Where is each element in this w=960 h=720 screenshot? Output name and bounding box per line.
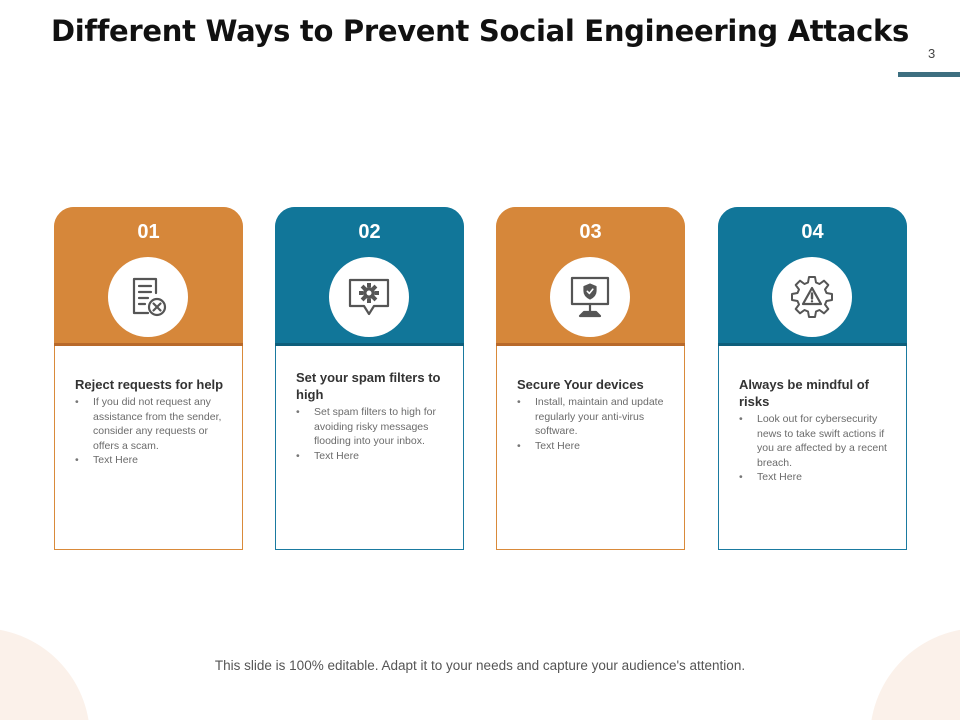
icon-badge [108,257,188,337]
bullet-item: • Set spam filters to high for avoiding risky messages flooding into your inbox. [296,405,456,449]
card-header [718,207,907,346]
card-header [54,207,243,346]
card-04 [718,207,907,550]
card-number: 04 [801,221,824,243]
secure-monitor-icon [566,273,614,321]
bullet-list [517,395,677,453]
card-body [75,376,235,468]
document-reject-icon [124,273,172,321]
icon-badge [550,257,630,337]
bullet-list [296,405,456,463]
card-header [496,207,685,346]
card-number: 03 [579,221,602,243]
decorative-circle-left [0,628,90,720]
bullet-item: • Look out for cybersecurity news to take swift actions if you are affected by a recent breach. [739,412,899,470]
decorative-circle-right [870,628,960,720]
card-body [296,369,456,463]
icon-badge [329,257,409,337]
gear-chat-icon [345,273,393,321]
card-title: Always be mindful of risks [739,377,870,409]
card-number: 02 [358,221,381,243]
icon-badge [772,257,852,337]
bullet-item: • Text Here [517,439,677,454]
bullet-item: • Install, maintain and update regularly your anti-virus software. [517,395,677,439]
card-02 [275,207,464,550]
gear-warning-icon [788,273,836,321]
card-03 [496,207,685,550]
card-title: Set your spam filters to high [296,370,441,402]
bullet-list [739,412,899,485]
page-number: 3 [928,46,936,61]
slide-title: Different Ways to Prevent Social Engineering Attacks [51,14,909,48]
card-header [275,207,464,346]
bullet-item: • Text Here [296,449,456,464]
card-title: Secure Your devices [517,377,644,392]
card-number: 01 [137,221,160,243]
bullet-item: • If you did not request any assistance from the sender, consider any requests or offers a scam. [75,395,235,453]
bullet-list [75,395,235,468]
card-body [517,376,677,453]
accent-bar [898,72,960,77]
card-01 [54,207,243,550]
bullet-item: • Text Here [75,453,235,468]
footer-note: This slide is 100% editable. Adapt it to your needs and capture your audience's attention. [214,658,746,673]
card-body [739,376,899,485]
card-title: Reject requests for help [75,377,224,392]
bullet-item: • Text Here [739,470,899,485]
